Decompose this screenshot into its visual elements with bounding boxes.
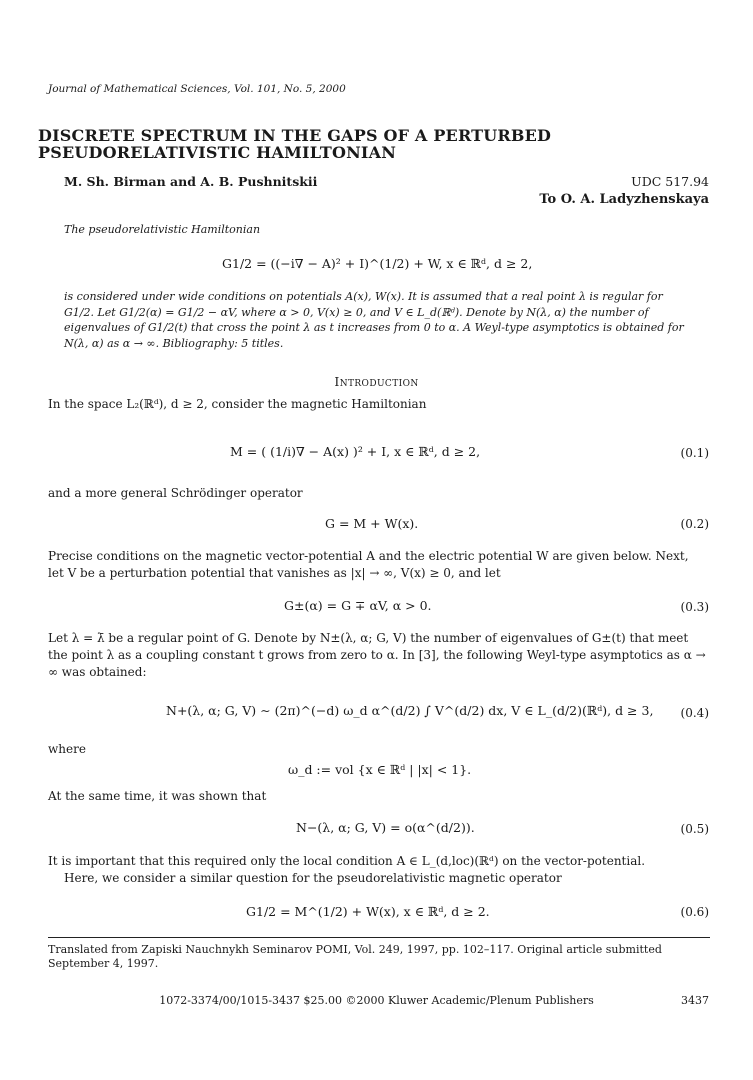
paragraph-5: At the same time, it was shown that [48, 789, 267, 803]
equation-number-0-2: (0.2) [680, 517, 709, 531]
equation-0-6: G1/2 = M^(1/2) + W(x), x ∈ ℝᵈ, d ≥ 2. [246, 904, 490, 919]
section-heading-introduction: Introduction [334, 374, 419, 389]
equation-number-0-3: (0.3) [680, 600, 709, 614]
equation-0-5: N−(λ, α; G, V) = o(α^(d/2)). [296, 820, 475, 835]
word-where: where [48, 742, 86, 756]
equation-0-2: G = M + W(x). [325, 516, 419, 531]
abstract-formula: G1/2 = ((−i∇ − A)² + I)^(1/2) + W, x ∈ ℝᵈ, d ≥ 2, [222, 256, 533, 271]
paragraph-2: and a more general Schrödinger operator [48, 486, 303, 500]
article-authors: M. Sh. Birman and A. B. Pushnitskii [64, 174, 318, 189]
abstract-intro: The pseudorelativistic Hamiltonian [64, 223, 261, 236]
paragraph-6: It is important that this required only the local condition A ∈ L_(d,loc)(ℝᵈ) on the vector-potential. [48, 854, 646, 868]
abstract-body: is considered under wide conditions on potentials A(x), W(x). It is assumed that a real point λ is regular for G1/2. Let G1/2(α) = G1/2 − αV, where α > 0, V(x) ≥ 0, and V ∈ L_d(ℝᵈ). Denote by N(λ, α) the number of eigenvalues of G1/2(t) that cross the point λ as t increases from 0 to α. A Weyl-type asymptotics is obtained for N(λ, α) as α → ∞. Bibliography: 5 titles. [64, 290, 684, 350]
equation-0-4: N+(λ, α; G, V) ∼ (2π)^(−d) ω_d α^(d/2) ∫ V^(d/2) dx, V ∈ L_(d/2)(ℝᵈ), d ≥ 3, [166, 703, 654, 718]
article-title-line-2: PSEUDORELATIVISTIC HAMILTONIAN [38, 143, 397, 162]
paragraph-1: In the space L₂(ℝᵈ), d ≥ 2, consider the magnetic Hamiltonian [48, 397, 427, 411]
equation-0-1: M = ( (1/i)∇ − A(x) )² + I, x ∈ ℝᵈ, d ≥ 2, [230, 444, 481, 459]
article-title [38, 127, 551, 161]
paragraph-7: Here, we consider a similar question for the pseudorelativistic magnetic operator [64, 871, 562, 885]
footnote-divider [48, 937, 710, 938]
equation-number-0-4: (0.4) [680, 706, 709, 720]
equation-number-0-6: (0.6) [680, 905, 709, 919]
page-number: 3437 [681, 994, 709, 1007]
udc-code: UDC 517.94 [631, 174, 709, 189]
equation-omega-definition: ω_d := vol {x ∈ ℝᵈ | |x| < 1}. [288, 762, 472, 777]
paragraph-3: Precise conditions on the magnetic vector-potential A and the electric potential W are given below. Next, let V be a perturbation potential that vanishes as |x| → ∞, V(x) ≥ 0, and let [48, 549, 689, 580]
equation-0-3: G±(α) = G ∓ αV, α > 0. [284, 598, 432, 613]
publication-identifier: 1072-3374/00/1015-3437 $25.00 ©2000 Kluwer Academic/Plenum Publishers [159, 994, 594, 1007]
dedication: To O. A. Ladyzhenskaya [539, 192, 709, 207]
article-title-line-1: DISCRETE SPECTRUM IN THE GAPS OF A PERTURBED [38, 126, 552, 145]
equation-number-0-1: (0.1) [680, 446, 709, 460]
equation-number-0-5: (0.5) [680, 822, 709, 836]
paragraph-4: Let λ = λ̄ be a regular point of G. Denote by N±(λ, α; G, V) the number of eigenvalues of G±(t) that meet the point λ as a coupling constant t grows from zero to α. In [3], the following Weyl-type asymptotics as α → ∞ was obtained: [48, 631, 706, 679]
translation-note: Translated from Zapiski Nauchnykh Seminarov POMI, Vol. 249, 1997, pp. 102–117. Original article submitted September 4, 1997. [48, 943, 662, 970]
journal-citation: Journal of Mathematical Sciences, Vol. 101, No. 5, 2000 [48, 83, 346, 95]
